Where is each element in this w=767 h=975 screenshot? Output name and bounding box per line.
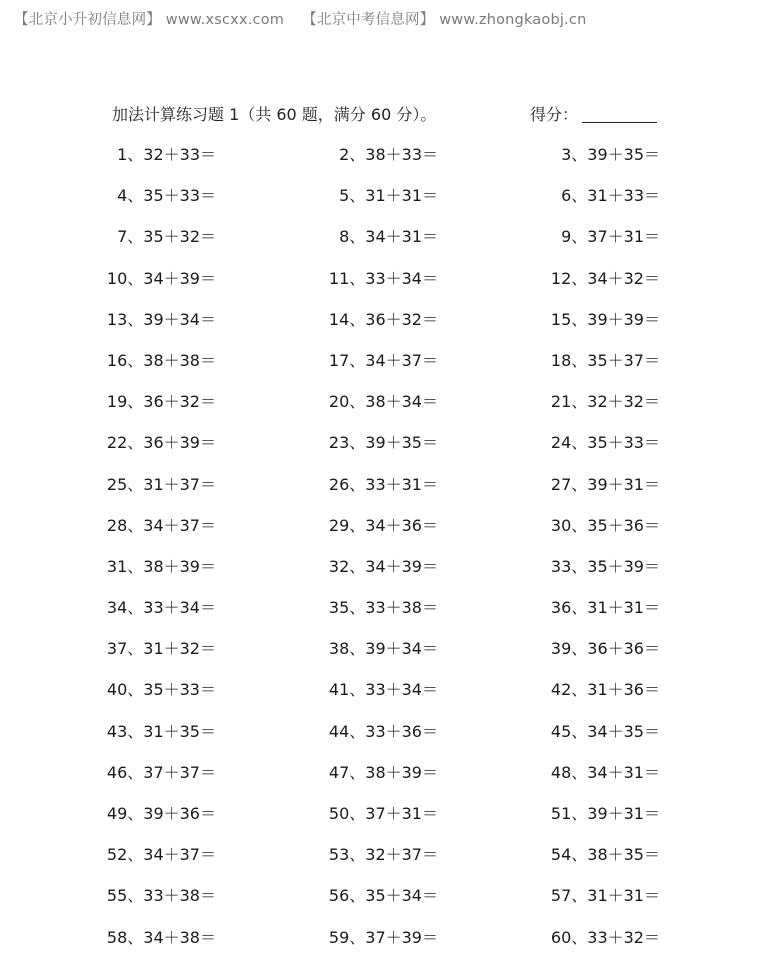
problem-item: 1、32＋33＝: [117, 145, 216, 164]
problem-item: 13、39＋34＝: [106, 309, 216, 329]
problem-item: 39、36＋36＝: [550, 639, 660, 659]
problem-row: [0, 595, 767, 636]
problem-item: 21、32＋32＝: [550, 392, 660, 412]
problem-item: 34、33＋34＝: [106, 598, 216, 618]
problem-row: [0, 430, 767, 471]
page-header: [14, 8, 586, 29]
problem-item: 12、34＋32＝: [550, 268, 660, 288]
problem-row: [0, 183, 767, 224]
problem-item: 40、35＋33＝: [106, 680, 216, 700]
problem-grid: [0, 142, 767, 966]
problem-row: [0, 925, 767, 966]
problem-row: [0, 142, 767, 183]
problem-row: [0, 760, 767, 801]
problem-row: [0, 677, 767, 718]
problem-item: 22、36＋39＝: [106, 433, 216, 453]
problem-row: [0, 801, 767, 842]
problem-row: [0, 842, 767, 883]
problem-item: 50、37＋31＝: [328, 804, 438, 823]
problem-item: 37、31＋32＝: [106, 639, 216, 659]
problem-item: 56、35＋34＝: [328, 886, 438, 906]
problem-row: [0, 513, 767, 554]
problem-item: 58、34＋38＝: [106, 927, 216, 947]
problem-item: 26、33＋31＝: [328, 474, 438, 494]
problem-item: 53、32＋37＝: [328, 845, 438, 865]
problem-item: 46、37＋37＝: [106, 762, 216, 782]
problem-item: 35、33＋38＝: [328, 598, 438, 618]
problem-item: 47、38＋39＝: [328, 762, 438, 782]
score-blank-line: [582, 102, 657, 123]
problem-item: 8、34＋31＝: [339, 227, 438, 247]
problem-item: 48、34＋31＝: [550, 762, 660, 782]
score-label: 得分：: [530, 105, 579, 124]
problem-item: 25、31＋37＝: [106, 474, 216, 494]
problem-item: 31、38＋39＝: [106, 556, 216, 576]
problem-row: [0, 883, 767, 924]
problem-item: 7、35＋32＝: [117, 227, 216, 247]
problem-item: 23、39＋35＝: [328, 433, 438, 453]
problem-item: 43、31＋35＝: [106, 721, 216, 741]
problem-item: 57、31＋31＝: [550, 886, 660, 906]
problem-item: 3、39＋35＝: [561, 145, 660, 164]
problem-item: 36、31＋31＝: [550, 598, 660, 618]
problem-item: 17、34＋37＝: [328, 350, 438, 370]
header-right-site: 【北京中考信息网】 www.zhongkaobj.cn: [302, 12, 587, 28]
problem-item: 28、34＋37＝: [106, 515, 216, 535]
problem-row: [0, 389, 767, 430]
problem-item: 5、31＋31＝: [339, 186, 438, 206]
problem-row: [0, 307, 767, 348]
problem-item: 24、35＋33＝: [550, 433, 660, 453]
worksheet-title: 加法计算练习题 1（共 60 题，满分 60 分）。: [112, 105, 437, 124]
header-left-site: 【北京小升初信息网】 www.xscxx.com: [14, 12, 285, 28]
problem-item: 15、39＋39＝: [550, 309, 660, 329]
problem-item: 54、38＋35＝: [550, 845, 660, 865]
problem-item: 45、34＋35＝: [550, 721, 660, 741]
problem-row: [0, 348, 767, 389]
problem-item: 14、36＋32＝: [328, 309, 438, 329]
problem-row: [0, 472, 767, 513]
problem-item: 27、39＋31＝: [550, 474, 660, 494]
worksheet-title-row: [112, 102, 672, 126]
problem-item: 2、38＋33＝: [339, 145, 438, 164]
problem-item: 29、34＋36＝: [328, 515, 438, 535]
problem-item: 6、31＋33＝: [561, 186, 660, 206]
problem-row: [0, 266, 767, 307]
problem-item: 18、35＋37＝: [550, 350, 660, 370]
problem-row: [0, 636, 767, 677]
problem-item: 60、33＋32＝: [550, 927, 660, 947]
problem-item: 33、35＋39＝: [550, 556, 660, 576]
problem-item: 52、34＋37＝: [106, 845, 216, 865]
problem-row: [0, 719, 767, 760]
problem-item: 55、33＋38＝: [106, 886, 216, 906]
problem-item: 19、36＋32＝: [106, 392, 216, 412]
problem-item: 42、31＋36＝: [550, 680, 660, 700]
problem-item: 49、39＋36＝: [106, 804, 216, 823]
problem-row: [0, 554, 767, 595]
problem-item: 9、37＋31＝: [561, 227, 660, 247]
problem-item: 4、35＋33＝: [117, 186, 216, 206]
problem-item: 11、33＋34＝: [328, 268, 438, 288]
problem-item: 20、38＋34＝: [328, 392, 438, 412]
problem-item: 51、39＋31＝: [550, 804, 660, 823]
problem-item: 10、34＋39＝: [106, 268, 216, 288]
problem-item: 59、37＋39＝: [328, 927, 438, 947]
problem-item: 30、35＋36＝: [550, 515, 660, 535]
problem-item: 16、38＋38＝: [106, 350, 216, 370]
problem-item: 32、34＋39＝: [328, 556, 438, 576]
problem-item: 38、39＋34＝: [328, 639, 438, 659]
problem-item: 44、33＋36＝: [328, 721, 438, 741]
problem-row: [0, 224, 767, 265]
problem-item: 41、33＋34＝: [328, 680, 438, 700]
